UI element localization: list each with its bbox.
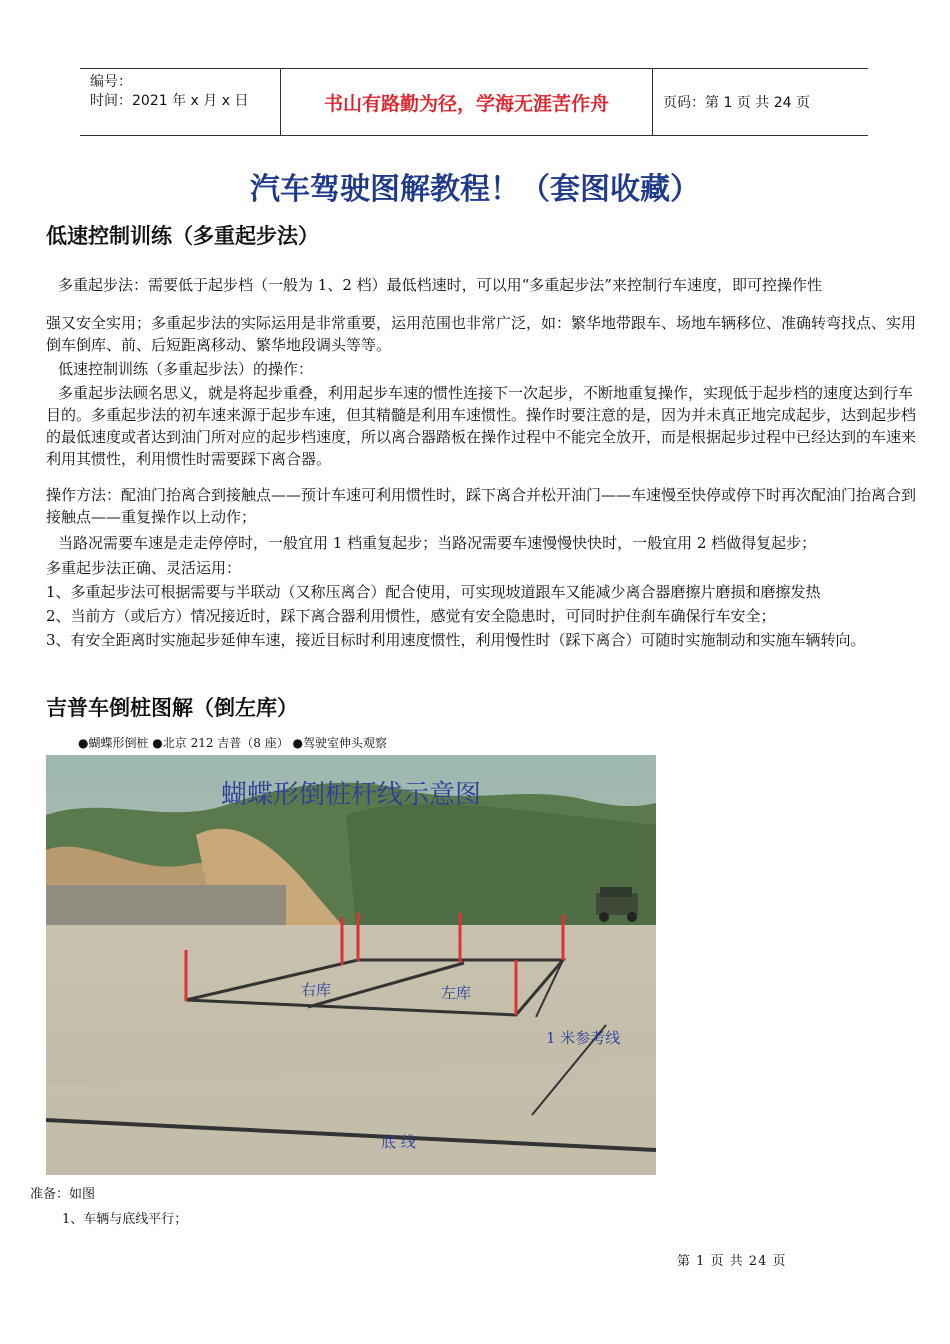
paragraph: 低速控制训练（多重起步法）的操作： [58,360,314,378]
section1-heading: 低速控制训练（多重起步法） [46,224,319,248]
header-page-info: 页码：第 1 页 共 24 页 [663,95,810,111]
step-1-text: 1、车辆与底线平行； [62,1212,188,1227]
photo-title: 蝴蝶形倒桩杆线示意图 [220,780,482,810]
header-table [80,68,868,136]
paragraph: 3、有安全距离时实施起步延伸车速，接近目标时利用速度惯性，利用慢性时（踩下离合）可随时实施制动和实施车辆转向。 [46,631,866,649]
page-footer: 第 1 页 共 24 页 [677,1254,787,1269]
label-reference-line: 1 米参考线 [546,1029,621,1047]
header-meta [80,69,281,135]
photo-caption: ●蝴蝶形倒桩 ●北京 212 吉普（8 座） ●驾驶室伸头观察 [78,736,388,750]
paragraph: 2、当前方（或后方）情况接近时，踩下离合器利用惯性，感觉有安全隐患时，可同时护住刹车确保行车安全； [46,607,776,625]
paragraph: 多重起步法顾名思义，就是将起步重叠，利用起步车速的惯性连接下一次起步，不断地重复操作，实现低于起步档的速度达到行车目的。多重起步法的初车速来源于起步车速，但其精髓是利用车速惯性。操作时要注意的是，因为并未真正地完成起步，达到起步档的最低速度或者达到油门所对应的起步档速度，所以离合器踏板在操作过程中不能完全放开，而是根据起步过程中已经达到的车速来利用其惯性，利用惯性时需要踩下离合器。 [46,384,917,468]
paragraph: 多重起步法：需要低于起步档（一般为 1、2 档）最低档速时，可以用“多重起步法”来控制行车速度，即可控操作性 [58,276,822,294]
label-base-line: 底 线 [381,1133,416,1151]
number-label: 编号： [90,74,132,90]
date-line: 时间：2021 年 x 月 x 日 [90,93,249,109]
page-title: 汽车驾驶图解教程！（套图收藏） [250,172,700,207]
paragraph: 当路况需要车速是走走停停时，一般宜用 1 档重复起步；当路况需要车速慢慢快快时，一般宜用 2 档做得复起步； [58,534,817,552]
prep-text: 准备：如图 [30,1187,96,1202]
parking-diagram-photo [46,755,656,1175]
paragraph: 多重起步法正确、灵活运用： [46,559,242,577]
paragraph: 强又安全实用；多重起步法的实际运用是非常重要，运用范围也非常广泛，如：繁华地带跟车、场地车辆移位、准确转弯找点、实用倒车倒库、前、后短距离移动、繁华地段调头等等。 [46,314,917,354]
section2-heading: 吉普车倒桩图解（倒左库） [46,696,298,720]
paragraph: 操作方法：配油门抬离合到接触点——预计车速可利用惯性时，踩下离合并松开油门——车速慢至快停或停下时再次配油门抬离合到接触点——重复操作以上动作； [46,486,917,526]
paragraph: 1、多重起步法可根据需要与半联动（又称压离合）配合使用，可实现坡道跟车又能减少离合器磨擦片磨损和磨擦发热 [46,583,821,601]
header-motto: 书山有路勤为径，学海无涯苦作舟 [281,69,653,135]
label-right-bay: 右库 [301,981,332,999]
label-left-bay: 左库 [441,984,472,1002]
